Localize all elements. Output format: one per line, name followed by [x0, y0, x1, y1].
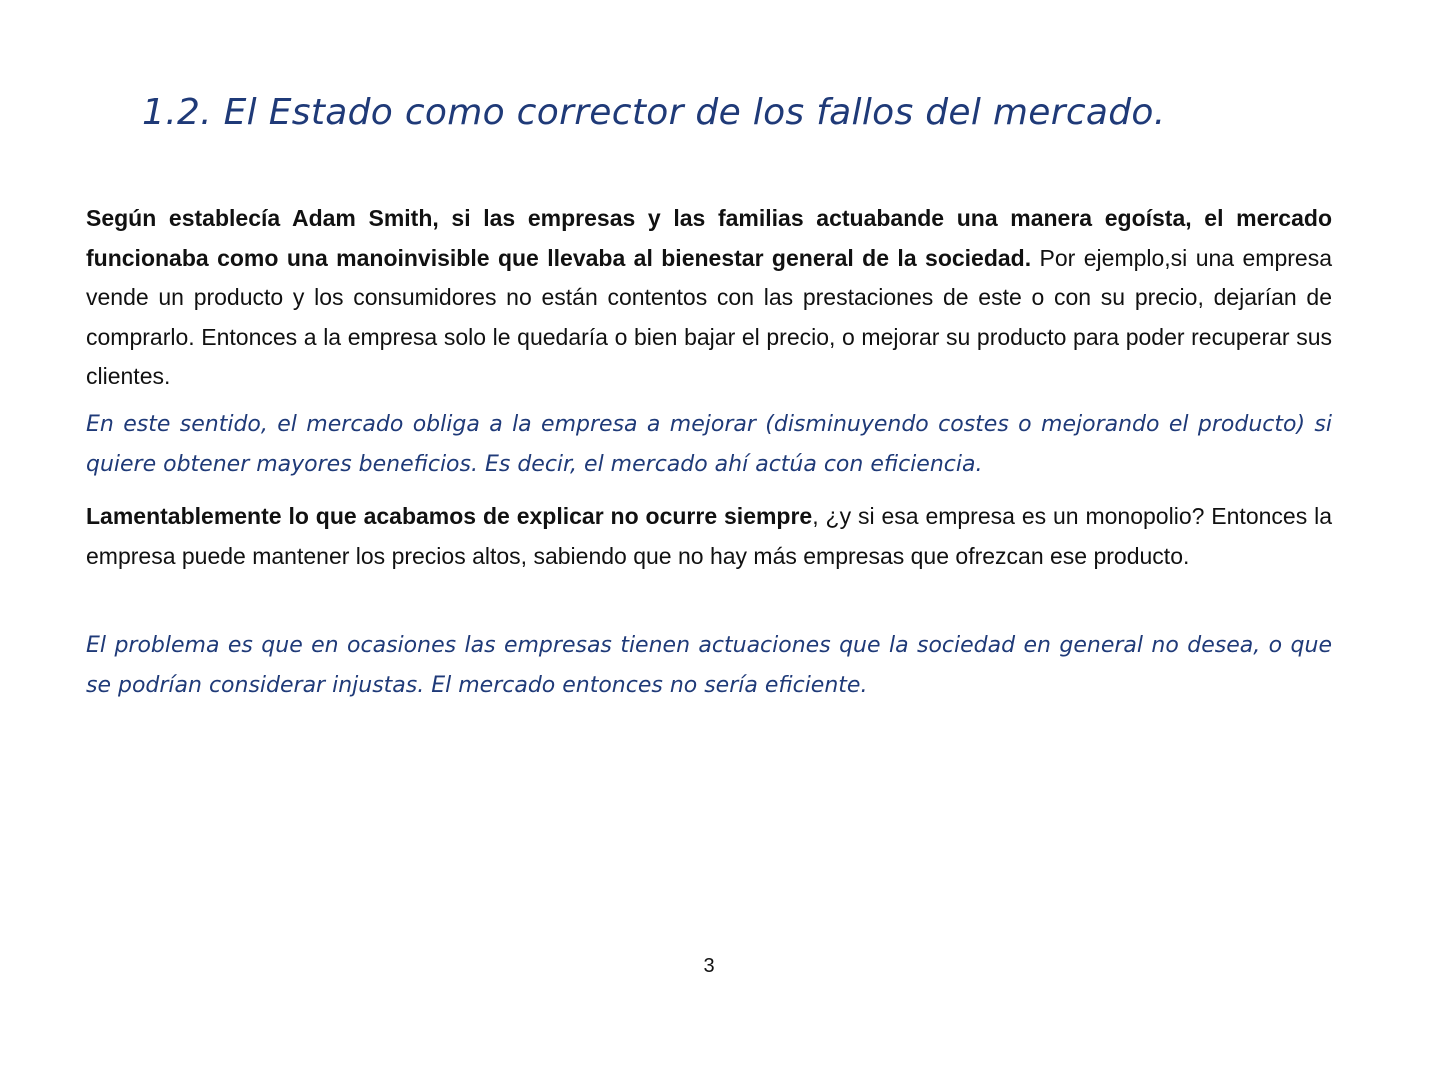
paragraph-efficiency-note: En este sentido, el mercado obliga a la empresa a mejorar (disminuyendo costes o mejorando el producto) si quiere obtener mayores beneficios. Es decir, el mercado ahí actúa con eficiencia.: [86, 412, 1332, 477]
paragraph-adam-smith: [86, 199, 1332, 397]
paragraph-problem-note: El problema es que en ocasiones las empresas tienen actuaciones que la sociedad en general no desea, o que se podrían considerar injustas. El mercado entonces no sería eficiente.: [86, 633, 1332, 698]
paragraph-monopoly: [86, 497, 1332, 576]
paragraph-monopoly-regular: , ¿y si esa empresa es un monopolio? Entonces la empresa puede mantener los precios altos, sabiendo que no hay más empresas que ofrezcan ese producto.: [86, 503, 1332, 569]
section-heading: 1.2. El Estado como corrector de los fallos del mercado.: [142, 92, 1166, 133]
paragraph-monopoly-bold: Lamentablemente lo que acabamos de explicar no ocurre siempre: [86, 503, 813, 529]
paragraph-adam-smith-regular: Por ejemplo,si una empresa vende un producto y los consumidores no están contentos con las prestaciones de este o con su precio, dejarían de comprarlo. Entonces a la empresa solo le quedaría o bien bajar el precio, o mejorar su producto para poder recuperar sus clientes.: [86, 244, 1332, 389]
paragraph-adam-smith-bold: Según establecía Adam Smith, si las empresas y las familias actuabande una manera egoísta, el mercado funcionaba como una manoinvisible que llevaba al bienestar general de la sociedad.: [86, 205, 1332, 271]
page-number: 3: [703, 955, 715, 977]
